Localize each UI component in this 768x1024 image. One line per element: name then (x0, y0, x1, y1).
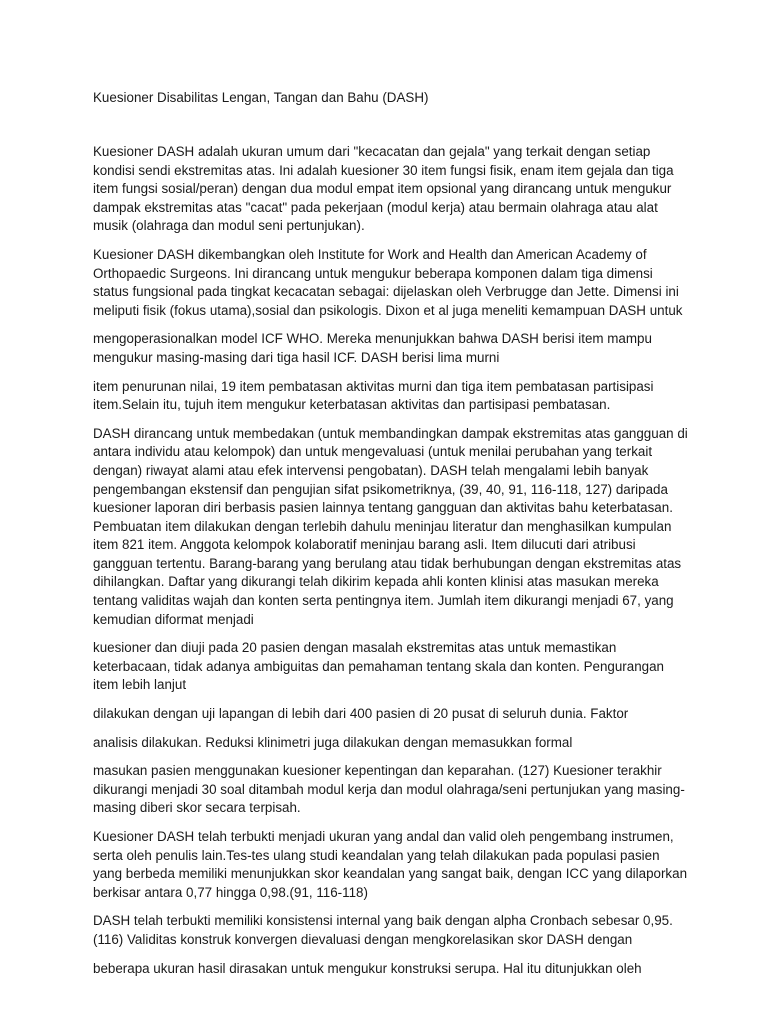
paragraph-analysis: analisis dilakukan. Reduksi klinimetri juga dilakukan dengan memasukkan formal (93, 734, 573, 750)
paragraph-consistency: DASH telah terbukti memiliki konsistensi internal yang baik dengan alpha Cronbach sebesar 0,95. (116) Validitas konstruk konvergen dievaluasi dengan mengkorelasikan skor DASH dengan (93, 913, 673, 947)
document-title: Kuesioner Disabilitas Lengan, Tangan dan Bahu (DASH) (93, 90, 429, 105)
paragraph-icf: mengoperasionalkan model ICF WHO. Mereka menunjukkan bahwa DASH berisi item mampu mengukur masing-masing dari tiga hasil ICF. DASH berisi lima murni (93, 331, 652, 365)
paragraph-reliability: Kuesioner DASH telah terbukti menjadi ukuran yang andal dan valid oleh pengembang instrumen, serta oleh penulis lain.Tes-tes ulang studi keandalan yang telah dilakukan pada populasi pasien yang berbeda memiliki menunjukkan skor keandalan yang sangat baik, dengan ICC yang dilaporkan berkisar antara 0,77 hingga 0,98.(91, 116-118) (93, 829, 688, 900)
paragraph-construct: beberapa ukuran hasil dirasakan untuk mengukur konstruksi serupa. Hal itu ditunjukkan oleh (93, 960, 642, 976)
paragraph-design: DASH dirancang untuk membedakan (untuk membandingkan dampak ekstremitas atas gangguan di antara individu atau kelompok) dan untuk mengevaluasi (untuk menilai perubahan yang terkait dengan) riwayat alami atau efek intervensi pengobatan). DASH telah mengalami lebih banyak pengembangan ekstensif dan pengujian sifat psikometriknya, (39, 40, 91, 116-118, 127) daripada kuesioner laporan diri berbasis pasien lainnya tentang gangguan dan aktivitas bahu keterbatasan. Pembuatan item dilakukan dengan terlebih dahulu meninjau literatur dan menghasilkan kumpulan item 821 item. Anggota kelompok kolaboratif meninjau barang asli. Item dilucuti dari atribusi gangguan tertentu. Barang-barang yang berulang atau tidak berhubungan dengan ekstremitas atas dihilangkan. Daftar yang dikurangi telah dikirim kepada ahli konten klinisi atas masukan mereka tentang validitas wajah dan konten serta pentingnya item. Jumlah item dikurangi menjadi 67, yang kemudian diformat menjadi (93, 425, 688, 627)
paragraph-development: Kuesioner DASH dikembangkan oleh Institute for Work and Health dan American Academy of Orthopaedic Surgeons. Ini dirancang untuk mengukur beberapa komponen dalam tiga dimensi status fungsional pada tingkat kecacatan sebagai: dijelaskan oleh Verbrugge dan Jette. Dimensi ini meliputi fisik (fokus utama),sosial dan psikologis. Dixon et al juga meneliti kemampuan DASH untuk (93, 246, 683, 318)
paragraph-field-test: dilakukan dengan uji lapangan di lebih dari 400 pasien di 20 pusat di seluruh dunia. Faktor (93, 706, 629, 722)
paragraph-final: masukan pasien menggunakan kuesioner kepentingan dan keparahan. (127) Kuesioner terakhir dikurangi menjadi 30 soal ditambah modul kerja dan modul olahraga/seni pertunjukan yang masing-masing diberi skor secara terpisah. (93, 763, 685, 816)
paragraph-testing: kuesioner dan diuji pada 20 pasien dengan masalah ekstremitas atas untuk memastikan keterbacaan, tidak adanya ambiguitas dan pemahaman tentang skala dan konten. Pengurangan item lebih lanjut (93, 640, 664, 693)
paragraph-items: item penurunan nilai, 19 item pembatasan aktivitas murni dan tiga item pembatasan partisipasi item.Selain itu, tujuh item mengukur keterbatasan aktivitas dan partisipasi pembatasan. (93, 378, 654, 413)
paragraph-intro: Kuesioner DASH adalah ukuran umum dari "kecacatan dan gejala" yang terkait dengan setiap kondisi sendi ekstremitas atas. Ini adalah kuesioner 30 item fungsi fisik, enam item gejala dan tiga item fungsi sosial/peran) dengan dua modul empat item opsional yang dirancang untuk mengukur dampak ekstremitas atas "cacat" pada pekerjaan (modul kerja) atau bermain olahraga atau alat musik (olahraga dan modul seni pertunjukan). (93, 144, 674, 234)
